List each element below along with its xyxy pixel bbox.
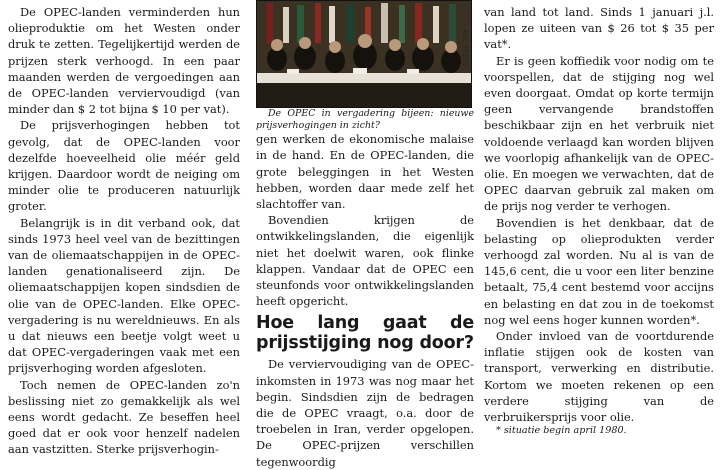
column-2 xyxy=(256,0,474,470)
paragraph: Bovendien is het denkbaar, dat de belasting op olieprodukten verder verhoogd zal worden. Nu al is van de 145,6 cent, die u voor een liter benzine betaalt, 75,4 cent bestemd voor accijns en belasting en dat zou in de toekomst nog wel eens hoger kunnen worden*. xyxy=(484,215,714,327)
paragraph: gen werken de ekonomische malaise in de hand. En de OPEC-landen, die grote beleggingen in het Westen hebben, worden daar mede zelf het slachtoffer van. xyxy=(256,132,474,211)
paragraph: Belangrijk is in dit verband ook, dat sinds 1973 heel veel van de bezittingen van de oliemaatschappijen in de OPEC-landen genationaliseerd zijn. De oliemaatschappijen kopen sindsdien de olie van de OPEC-landen. Elke OPEC-vergadering is nu wereldnieuws. En als u dat nieuws een beetje volgt weet u dat OPEC-vergaderingen vaak met een prijsverhoging worden afgesloten. xyxy=(8,215,240,376)
footnote: * situatie begin april 1980. xyxy=(496,425,627,437)
photo-credit: ABC PRESS xyxy=(461,29,468,67)
paragraph: Er is geen koffiedik voor nodig om te voorspellen, dat de stijging nog wel even doorgaat. Omdat op korte termijn geen vervangende brandstoffen beschikbaar zijn en het verbruik niet voldoende verlaagd kan worden blijven we voorlopig afhankelijk van de OPEC-olie. En moegen we verwachten, dat de OPEC daarvan gebruik zal maken om de prijs nog verder te verhogen. xyxy=(484,53,714,214)
paragraph: De verviervoudiging van de OPEC-inkomsten in 1973 was nog maar het begin. Sindsdien zijn de bedragen die de OPEC vraagt, o.a. door de troebelen in Iran, verder opgelopen. De OPEC-prijzen verschillen tegenwoordig xyxy=(256,357,474,469)
paragraph: Onder invloed van de voortdurende inflatie stijgen ook de kosten van transport, verwerking en distributie. Kortom we moeten rekenen op een verdere stijging van de verbruikersprijs voor olie. xyxy=(484,329,714,425)
paragraph: De OPEC-landen verminderden hun olieproduktie om het Westen onder druk te zetten. Tegelijkertijd werden de prijzen sterk verhoogd. In een paar maanden werden de vergoedingen aan de OPEC-landen verviervoudigd (van minder dan $ 2 tot bijna $ 10 per vat). xyxy=(8,5,240,117)
column-1 xyxy=(8,4,240,458)
opec-meeting-photo xyxy=(256,0,472,108)
paragraph: Bovendien krijgen de ontwikkelingslanden, die eigenlijk niet het doelwit waren, ook flinke klappen. Vandaar dat de OPEC een steunfonds voor ontwikkelingslanden heeft opgericht. xyxy=(256,213,474,309)
paragraph: Toch nemen de OPEC-landen zo'n beslissing niet zo gemakkelijk als wel eens wordt gedacht. Ze beseffen heel goed dat er ook voor henzelf nadelen aan vastzitten. Sterke prijsverhogin- xyxy=(8,377,240,457)
section-headline: Hoe lang gaat de prijsstijging nog door? xyxy=(256,313,474,354)
paragraph: De prijsverhogingen hebben tot gevolg, dat de OPEC-landen voor dezelfde hoeveelheid olie méér geld krijgen. Daardoor wordt de neiging om minder olie te produceren natuurlijk groter. xyxy=(8,118,240,214)
paragraph: van land tot land. Sinds 1 januari j.l. lopen ze uiteen van $ 26 tot $ 35 per vat*. xyxy=(484,5,714,52)
photo-caption: De OPEC in vergadering bijeen: nieuwe prijsverhogingen in zicht? xyxy=(256,108,474,131)
photo-illustration xyxy=(257,1,471,107)
column-3 xyxy=(484,4,714,437)
